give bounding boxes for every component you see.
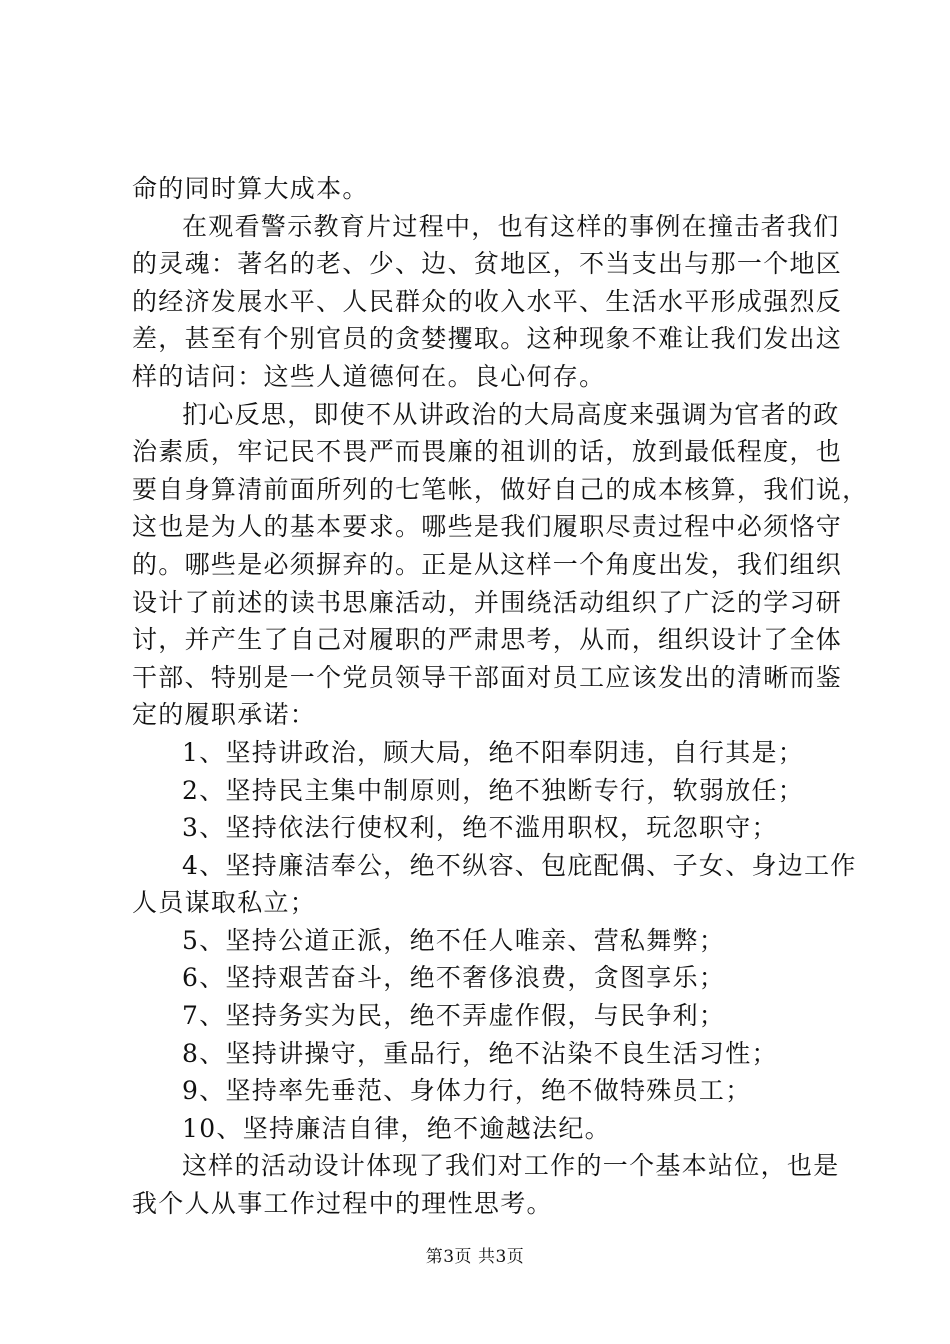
text-line: 我个人从事工作过程中的理性思考。	[132, 1189, 553, 1219]
list-item: 10、坚持廉洁自律，绝不逾越法纪。	[182, 1113, 611, 1143]
text-line: 差，甚至有个别官员的贪婪攫取。这种现象不难让我们发出这	[132, 324, 843, 354]
text-line: 的。哪些是必须摒弃的。正是从这样一个角度出发，我们组织	[132, 549, 843, 579]
document-body	[132, 170, 869, 1223]
text-line: 这也是为人的基本要求。哪些是我们履职尽责过程中必须恪守	[132, 512, 843, 542]
text-line: 人员谋取私立；	[132, 888, 317, 918]
text-line: 样的诘问：这些人道德何在。良心何存。	[132, 361, 606, 391]
text-line: 讨，并产生了自己对履职的严肃思考，从而，组织设计了全体	[132, 625, 843, 655]
list-item: 4、坚持廉洁奉公，绝不纵容、包庇配偶、子女、身边工作	[182, 850, 857, 880]
page-number-label: 第3页 共3页	[425, 1247, 525, 1267]
text-line: 干部、特别是一个党员领导干部面对员工应该发出的清晰而鉴	[132, 662, 843, 692]
list-item: 2、坚持民主集中制原则，绝不独断专行，软弱放任；	[182, 775, 805, 805]
text-line: 这样的活动设计体现了我们对工作的一个基本站位，也是	[182, 1151, 840, 1181]
list-item: 7、坚持务实为民，绝不弄虚作假，与民争利；	[182, 1001, 726, 1031]
text-line: 要自身算清前面所列的七笔帐，做好自己的成本核算，我们说，	[132, 474, 869, 504]
text-line: 命的同时算大成本。	[132, 174, 369, 203]
list-item: 9、坚持率先垂范、身体力行，绝不做特殊员工；	[182, 1076, 752, 1106]
text-line: 扪心反思，即使不从讲政治的大局高度来强调为官者的政	[182, 399, 840, 429]
list-item: 6、坚持艰苦奋斗，绝不奢侈浪费，贪图享乐；	[182, 963, 726, 993]
text-line: 的灵魂：著名的老、少、边、贫地区，不当支出与那一个地区	[132, 249, 843, 279]
list-item: 1、坚持讲政治，顾大局，绝不阳奉阴违，自行其是；	[182, 737, 805, 767]
list-item: 3、坚持依法行使权利，绝不滥用职权，玩忽职守；	[182, 813, 778, 843]
text-line: 的经济发展水平、人民群众的收入水平、生活水平形成强烈反	[132, 286, 843, 316]
text-line: 定的履职承诺：	[132, 700, 317, 730]
list-item: 8、坚持讲操守，重品行，绝不沾染不良生活习性；	[182, 1038, 778, 1068]
text-line: 设计了前述的读书思廉活动，并围绕活动组织了广泛的学习研	[132, 587, 843, 617]
page-footer	[0, 1246, 950, 1268]
text-line: 治素质，牢记民不畏严而畏廉的祖训的话，放到最低程度，也	[132, 437, 843, 467]
text-line: 在观看警示教育片过程中，也有这样的事例在撞击者我们	[182, 211, 840, 241]
list-item: 5、坚持公道正派，绝不任人唯亲、营私舞弊；	[182, 925, 726, 955]
